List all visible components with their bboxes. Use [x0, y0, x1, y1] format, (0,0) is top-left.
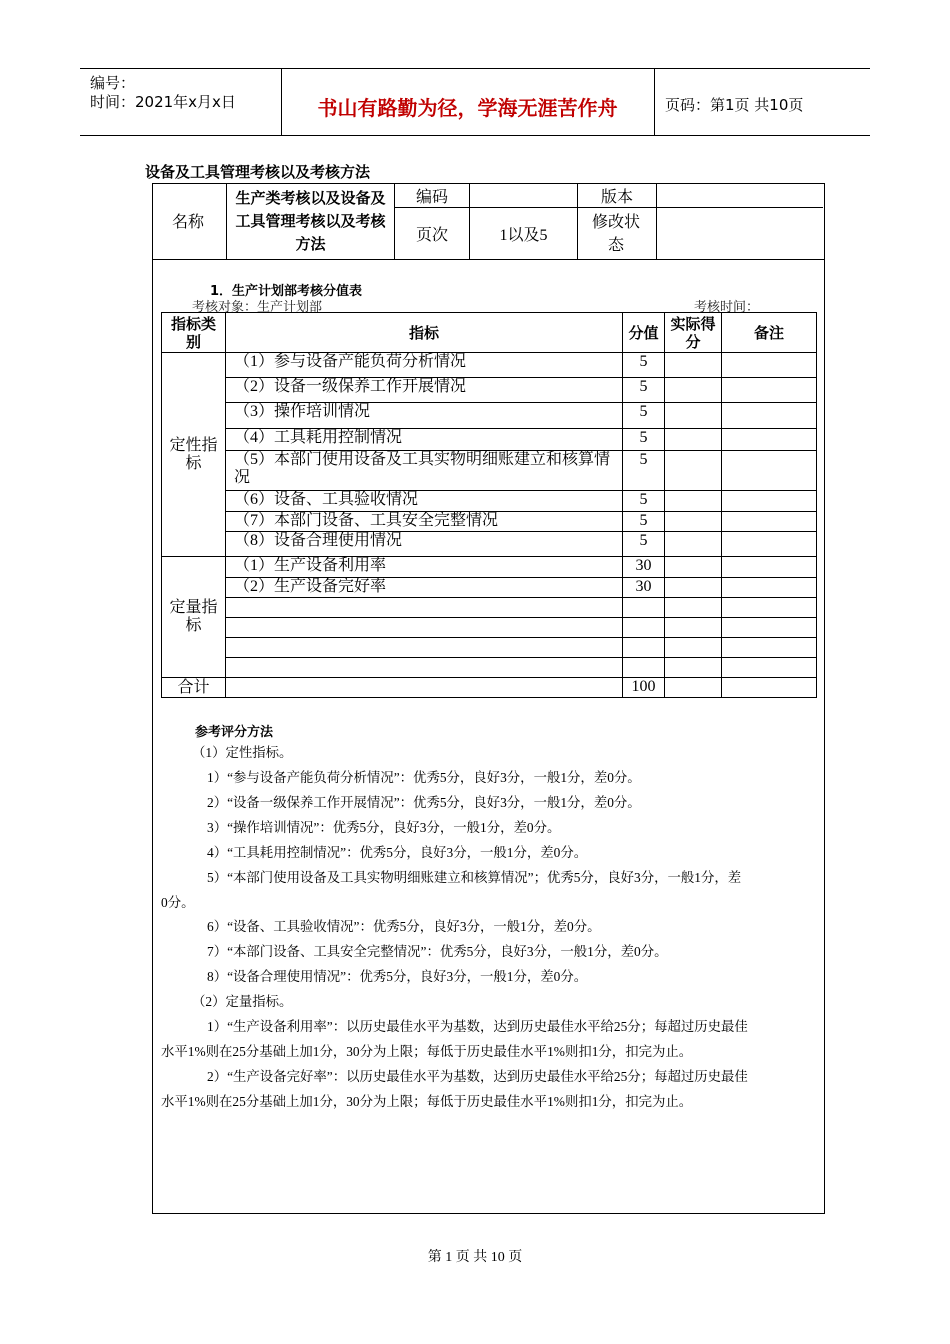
method-item: 6）“设备、工具验收情况”：优秀5分，良好3分，一般1分，差0分。: [207, 919, 601, 934]
indicator-name: （8）设备合理使用情况: [226, 532, 623, 557]
indicator-name: （2）设备一级保养工作开展情况: [226, 378, 623, 403]
remarks-cell: [722, 403, 817, 429]
qualitative-heading: （1）定性指标。: [192, 745, 293, 760]
indicator-name: （1）参与设备产能负荷分析情况: [226, 353, 623, 378]
indicator-name: （4）工具耗用控制情况: [226, 429, 623, 451]
remarks-cell: [722, 557, 817, 578]
remarks-cell: [722, 618, 817, 638]
actual-score-cell: [665, 353, 722, 378]
method-item-continued: 水平1%则在25分基础上加1分，30分为上限；每低于历史最佳水平1%则扣1分，扣完为止。: [161, 1094, 693, 1109]
name-value: 生产类考核以及设备及工具管理考核以及考核方法: [235, 189, 386, 253]
document-number: 编号：: [90, 74, 136, 92]
indicator-score: [623, 618, 665, 638]
page-footer: 第 1 页 共 10 页: [427, 1250, 523, 1265]
table-row: [162, 658, 817, 678]
remarks-cell: [722, 678, 817, 698]
table-row: [162, 512, 817, 532]
header-score: 分值: [623, 313, 665, 353]
remarks-cell: [722, 638, 817, 658]
total-label: 合计: [162, 678, 226, 698]
indicator-name: （1）生产设备利用率: [226, 557, 623, 578]
method-item: 1）“生产设备利用率”：以历史最佳水平为基数，达到历史最佳水平给25分；每超过历史最佳: [207, 1019, 748, 1034]
table-row: [162, 403, 817, 429]
actual-score-cell: [665, 429, 722, 451]
code-value: [470, 184, 577, 207]
method-item: 8）“设备合理使用情况”：优秀5分，良好3分，一般1分，差0分。: [207, 969, 588, 984]
method-item: 5）“本部门使用设备及工具实物明细账建立和核算情况”；优秀5分，良好3分，一般1分，差: [207, 870, 742, 885]
table-row: [162, 578, 817, 598]
indicator-score: 30: [623, 578, 665, 598]
method-item: 2）“生产设备完好率”：以历史最佳水平为基数，达到历史最佳水平给25分；每超过历史最佳: [207, 1069, 748, 1084]
version-value: [657, 184, 823, 207]
document-time: 时间：2021年x月x日: [90, 93, 236, 111]
remarks-cell: [722, 578, 817, 598]
remarks-cell: [722, 532, 817, 557]
indicator-score: 5: [623, 378, 665, 403]
table-row: [162, 378, 817, 403]
header-category: 指标类别: [162, 313, 226, 353]
table-row: [162, 451, 817, 491]
method-item: 4）“工具耗用控制情况”：优秀5分，良好3分，一般1分，差0分。: [207, 845, 588, 860]
table-row: [162, 598, 817, 618]
header-top-rule: [80, 68, 870, 69]
method-title: 参考评分方法: [195, 725, 274, 740]
section-title: 1．生产计划部考核分值表: [210, 284, 363, 299]
method-item: 7）“本部门设备、工具安全完整情况”：优秀5分，良好3分，一般1分，差0分。: [207, 944, 668, 959]
actual-score-cell: [665, 491, 722, 512]
method-item: 1）“参与设备产能负荷分析情况”：优秀5分，良好3分，一般1分，差0分。: [207, 770, 641, 785]
actual-score-cell: [665, 658, 722, 678]
indicator-name: （7）本部门设备、工具安全完整情况: [226, 512, 623, 532]
document-title: 设备及工具管理考核以及考核方法: [145, 163, 371, 181]
indicator-score: 5: [623, 451, 665, 491]
status-label: 修改状态: [591, 213, 640, 254]
header-actual-score: 实际得分: [665, 313, 722, 353]
actual-score-cell: [665, 532, 722, 557]
indicator-score: 5: [623, 532, 665, 557]
header-page-number: 页码：第1页 共10页: [665, 96, 804, 114]
indicator-score: 5: [623, 512, 665, 532]
indicator-score: 5: [623, 403, 665, 429]
actual-score-cell: [665, 618, 722, 638]
indicator-score: [623, 598, 665, 618]
method-item-continued: 0分。: [161, 895, 195, 910]
info-row-bottom-rule: [152, 259, 824, 260]
indicator-score: 5: [623, 353, 665, 378]
actual-score-cell: [665, 557, 722, 578]
indicator-score: 5: [623, 491, 665, 512]
table-row: [162, 638, 817, 658]
table-row: [162, 618, 817, 638]
table-row: [162, 557, 817, 578]
remarks-cell: [722, 378, 817, 403]
remarks-cell: [722, 491, 817, 512]
method-item: 3）“操作培训情况”：优秀5分，良好3分，一般1分，差0分。: [207, 820, 561, 835]
indicator-name: [226, 658, 623, 678]
indicator-name: （2）生产设备完好率: [226, 578, 623, 598]
actual-score-cell: [665, 378, 722, 403]
remarks-cell: [722, 658, 817, 678]
remarks-cell: [722, 429, 817, 451]
name-label: 名称: [171, 214, 204, 231]
indicator-name: [226, 598, 623, 618]
indicator-score: [623, 658, 665, 678]
actual-score-cell: [665, 678, 722, 698]
table-row: [162, 532, 817, 557]
remarks-cell: [722, 512, 817, 532]
remarks-cell: [722, 353, 817, 378]
assessment-table: [161, 312, 817, 698]
version-label: 版本: [600, 189, 633, 206]
indicator-name: [226, 638, 623, 658]
header-divider: [654, 68, 655, 135]
actual-score-cell: [665, 451, 722, 491]
quantitative-heading: （2）定量指标。: [192, 994, 293, 1009]
header-indicator: 指标: [226, 313, 623, 353]
page-value: 1以及5: [499, 227, 548, 244]
indicator-score: 30: [623, 557, 665, 578]
actual-score-cell: [665, 638, 722, 658]
actual-score-cell: [665, 512, 722, 532]
header-remarks: 备注: [722, 313, 817, 353]
quantitative-category: 定量指标: [162, 557, 226, 678]
indicator-name: （5）本部门使用设备及工具实物明细账建立和核算情况: [226, 451, 623, 491]
method-item: 2）“设备一级保养工作开展情况”：优秀5分，良好3分，一般1分，差0分。: [207, 795, 641, 810]
total-score: 100: [623, 678, 665, 698]
header-motto: 书山有路勤为径，学海无涯苦作舟: [317, 96, 618, 120]
indicator-name: （3）操作培训情况: [226, 403, 623, 429]
assessment-time: 考核时间：: [694, 299, 760, 314]
header-bottom-rule: [80, 135, 870, 136]
indicator-name: （6）设备、工具验收情况: [226, 491, 623, 512]
actual-score-cell: [665, 403, 722, 429]
indicator-score: [623, 638, 665, 658]
status-value: [657, 208, 823, 259]
table-row: [162, 353, 817, 378]
total-blank-cell: [226, 678, 623, 698]
actual-score-cell: [665, 598, 722, 618]
table-header-row: [162, 313, 817, 353]
total-row: [162, 678, 817, 698]
remarks-cell: [722, 598, 817, 618]
code-label: 编码: [415, 189, 448, 206]
assessment-target: 考核对象：生产计划部: [192, 299, 323, 314]
table-row: [162, 429, 817, 451]
page-label: 页次: [415, 227, 448, 244]
actual-score-cell: [665, 578, 722, 598]
qualitative-category: 定性指标: [162, 353, 226, 557]
table-row: [162, 491, 817, 512]
method-item-continued: 水平1%则在25分基础上加1分，30分为上限；每低于历史最佳水平1%则扣1分，扣完为止。: [161, 1044, 693, 1059]
indicator-name: [226, 618, 623, 638]
indicator-score: 5: [623, 429, 665, 451]
remarks-cell: [722, 451, 817, 491]
